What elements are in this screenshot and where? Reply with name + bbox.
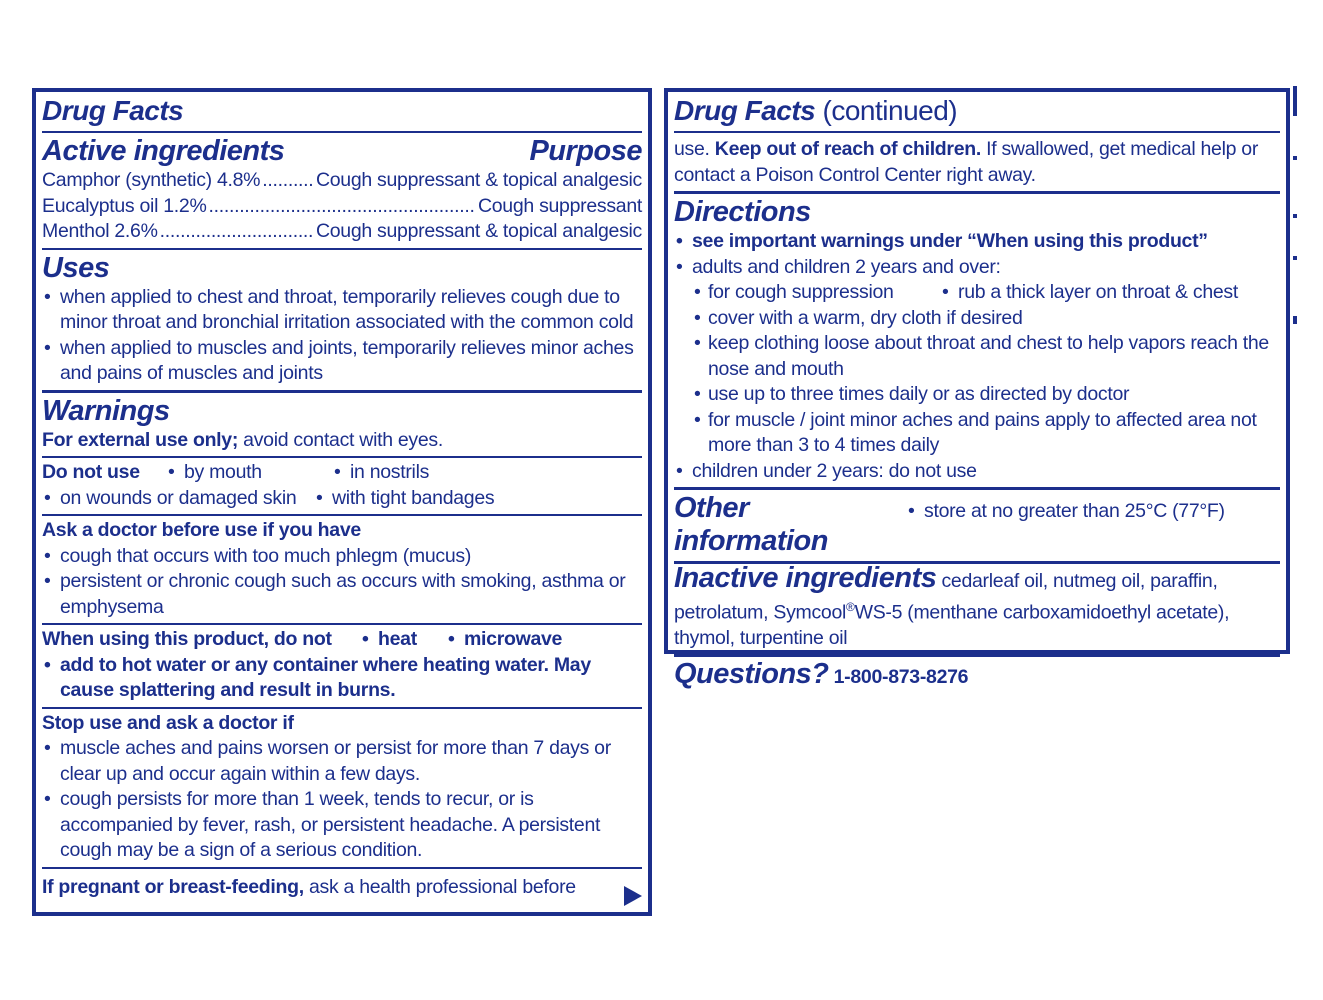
panel-title-text: Drug Facts (674, 95, 816, 126)
active-ingredients-section (42, 133, 642, 250)
other-information-heading: Other information (674, 492, 828, 557)
inactive-text-a: cedarleaf oil, nutmeg oil, paraffin, petrolatum, Symcool (674, 570, 1218, 623)
directions-subitem: • rub a thick layer on throat & chest (940, 280, 1238, 306)
leader-dots (208, 194, 476, 220)
pregnant-rest: ask a health professional before (303, 875, 576, 898)
ask-doctor-item: • persistent or chronic cough such as occurs with smoking, asthma or emphysema (42, 569, 642, 620)
continued-pre: use. (674, 138, 715, 160)
when-using-item: • heat (360, 627, 446, 653)
when-using-item: • microwave (446, 627, 562, 653)
uses-section (42, 250, 642, 393)
drug-facts-panel-left (32, 88, 652, 916)
other-information-item: • store at no greater than 25°C (77°F) (906, 499, 1225, 525)
questions-line (674, 659, 1280, 691)
continued-rest: If swallowed, get medical help or contact a Poison Control Center right away. (674, 138, 1259, 186)
stop-use-heading: Stop use and ask a doctor if (42, 711, 294, 734)
directions-subitem: • for cough suppression (674, 280, 940, 306)
ingredient-purpose: Cough suppressant & topical analgesic (315, 169, 642, 191)
directions-item: • adults and children 2 years and over: (674, 255, 1280, 281)
questions-heading: Questions? (674, 658, 829, 690)
when-using-item: • add to hot water or any container where heating water. May cause splattering and result in burns. (42, 653, 642, 704)
directions-section (674, 194, 1280, 490)
pregnant-bold: If pregnant or breast-feeding, (42, 875, 304, 898)
purpose-heading: Purpose (529, 135, 642, 167)
warnings-heading: Warnings (42, 394, 170, 427)
when-using-section (42, 625, 642, 709)
ingredient-row (42, 219, 642, 245)
directions-item: • see important warnings under “When using this product” (674, 229, 1280, 255)
continued-text (674, 135, 1280, 188)
ingredient-name: Menthol 2.6% (42, 220, 158, 242)
continued-title-section (674, 92, 1280, 133)
edge-mark (1293, 256, 1297, 260)
external-use-rest: avoid contact with eyes. (238, 428, 443, 451)
do-not-use-item: • on wounds or damaged skin (42, 486, 314, 512)
ask-doctor-item: • cough that occurs with too much phlegm (mucus) (42, 544, 642, 570)
active-ingredients-heading: Active ingredients (42, 135, 285, 167)
drug-facts-panel-right (664, 88, 1290, 690)
stop-use-section (42, 709, 642, 869)
uses-item: • when applied to chest and throat, temporarily relieves cough due to minor throat and bronchial irritation associated with the common cold (42, 285, 642, 336)
ingredient-purpose: Cough suppressant (477, 194, 642, 217)
uses-heading: Uses (42, 251, 110, 284)
questions-phone: 1-800-873-8276 (828, 666, 969, 688)
ask-doctor-section (42, 516, 642, 625)
inactive-text-b: WS-5 (menthane carboxamidoethyl acetate), thymol, turpentine oil (674, 601, 1230, 649)
directions-subitem: • cover with a warm, dry cloth if desired (674, 306, 1280, 332)
edge-mark (1293, 316, 1297, 324)
other-information-row (674, 492, 1280, 558)
warnings-section (42, 393, 642, 459)
continued-arrow-icon (624, 886, 642, 906)
edge-mark (1293, 214, 1297, 218)
ingredient-name: Eucalyptus oil 1.2% (42, 194, 207, 217)
do-not-use-label: Do not use (42, 461, 140, 483)
questions-section (674, 657, 1280, 694)
external-use-bold: For external use only; (42, 428, 239, 451)
leader-dots (160, 219, 314, 245)
edge-mark (1293, 86, 1297, 116)
do-not-use-item: • in nostrils (332, 460, 429, 486)
when-using-line (42, 627, 642, 653)
pregnant-section (42, 869, 642, 904)
inactive-ingredients-section (674, 564, 1280, 657)
keep-out-bold: Keep out of reach of children. (714, 138, 981, 160)
external-use-line (42, 428, 642, 454)
do-not-use-item: • by mouth (166, 460, 332, 486)
directions-subitem: • keep clothing loose about throat and chest to help vapors reach the nose and mouth (674, 331, 1280, 382)
directions-subrow (674, 280, 1280, 306)
inactive-ingredients-heading: Inactive ingredients (674, 562, 937, 594)
panel-title: Drug Facts (42, 95, 184, 126)
when-using-label: When using this product, do not (42, 628, 332, 650)
directions-subitem: • use up to three times daily or as directed by doctor (674, 382, 1280, 408)
stop-use-item: • muscle aches and pains worsen or persist for more than 7 days or clear up and occur again within a few days. (42, 736, 642, 787)
title-section (42, 92, 642, 133)
edge-mark (1293, 156, 1297, 160)
panel-title-suffix: (continued) (815, 95, 958, 126)
continued-text-section (674, 133, 1280, 194)
ingredient-row (42, 168, 642, 194)
ingredient-row (42, 194, 642, 220)
ingredient-name: Camphor (synthetic) 4.8% (42, 169, 261, 191)
pregnant-line (42, 871, 642, 901)
inactive-ingredients-text (674, 562, 1280, 651)
ingredient-purpose: Cough suppressant & topical analgesic (315, 220, 642, 242)
leader-dots (262, 168, 314, 194)
do-not-use-section (42, 458, 642, 516)
ask-doctor-heading: Ask a doctor before use if you have (42, 519, 361, 541)
registered-mark: ® (846, 599, 855, 614)
directions-heading: Directions (674, 196, 811, 228)
stop-use-item: • cough persists for more than 1 week, tends to recur, or is accompanied by fever, rash, or persistent headache. A persistent cough may be a sign of a serious condition. (42, 787, 642, 864)
uses-item: • when applied to muscles and joints, temporarily relieves minor aches and pains of muscles and joints (42, 336, 642, 387)
do-not-use-item: • with tight bandages (314, 486, 494, 512)
do-not-use-line-2 (42, 486, 642, 512)
other-information-section (674, 490, 1280, 564)
directions-item: • children under 2 years: do not use (674, 459, 1280, 485)
panel-title (674, 94, 1280, 128)
do-not-use-line-1 (42, 460, 642, 486)
directions-subitem: • for muscle / joint minor aches and pains apply to affected area not more than 3 to 4 times daily (674, 408, 1280, 459)
